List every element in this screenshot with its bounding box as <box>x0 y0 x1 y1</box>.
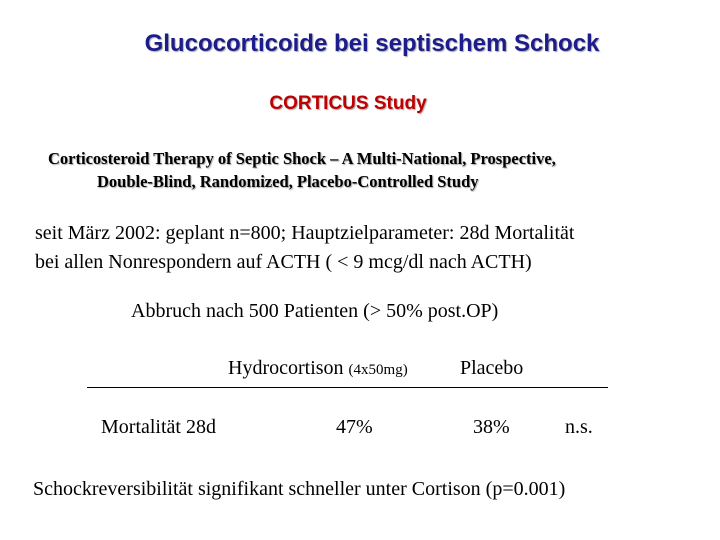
header-hydrocortison-label: Hydrocortison <box>228 357 344 379</box>
study-info-line-1: seit März 2002: geplant n=800; Hauptzielparameter: 28d Mortalität <box>35 222 575 244</box>
table-header-hydrocortison <box>228 357 408 380</box>
conclusion-text: Schockreversibilität signifikant schneller unter Cortison (p=0.001) <box>33 478 566 500</box>
table-cell-placebo: 38% <box>473 416 510 438</box>
table-cell-hydrocortison: 47% <box>336 416 373 438</box>
study-info-line-2: bei allen Nonrespondern auf ACTH ( < 9 mcg/dl nach ACTH) <box>35 251 532 273</box>
table-divider <box>87 387 608 388</box>
slide-title: Glucocorticoide bei septischem Schock <box>144 30 600 57</box>
slide-subtitle: CORTICUS Study <box>269 93 427 114</box>
table-row-label: Mortalität 28d <box>101 416 216 438</box>
table-cell-significance: n.s. <box>565 416 593 438</box>
header-dose-label: (4x50mg) <box>348 362 408 378</box>
termination-note: Abbruch nach 500 Patienten (> 50% post.OP) <box>131 300 499 322</box>
study-description-line-1: Corticosteroid Therapy of Septic Shock – A Multi-National, Prospective, <box>48 149 556 168</box>
table-header-placebo: Placebo <box>460 357 524 379</box>
study-description-line-2: Double-Blind, Randomized, Placebo-Controlled Study <box>97 172 479 191</box>
